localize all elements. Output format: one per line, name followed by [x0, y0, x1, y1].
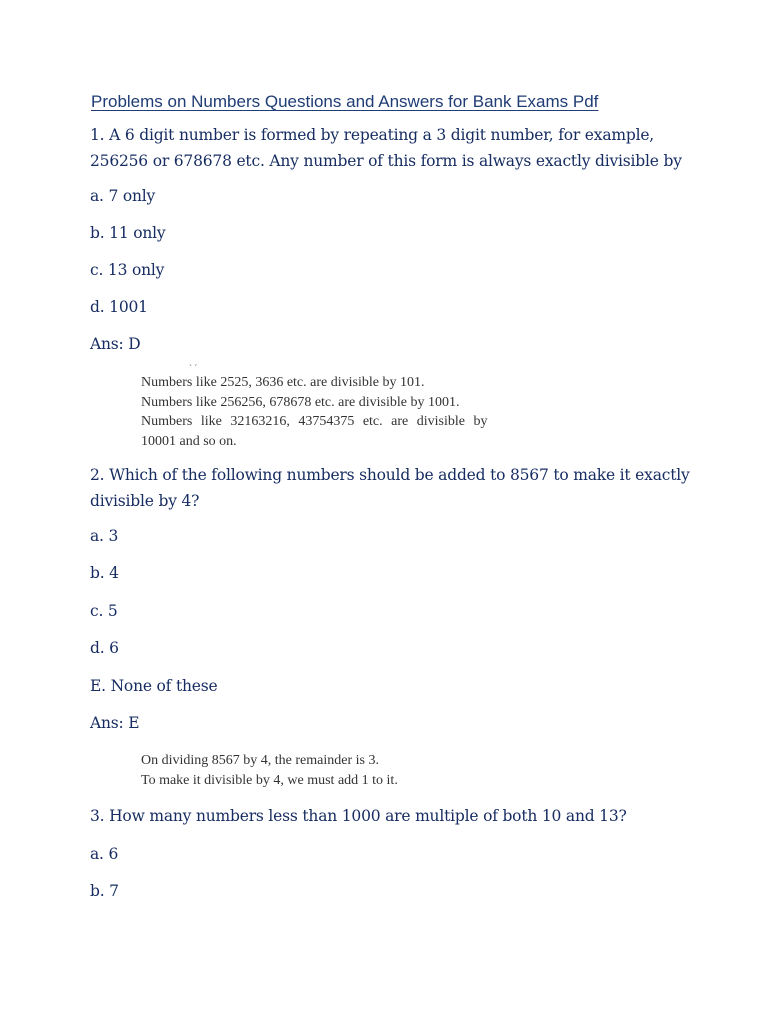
page-title: Problems on Numbers Questions and Answers for Bank Exams Pdf: [91, 92, 599, 111]
question-1-explanation-line-3: Numbers like 32163216, 43754375 etc. are divisible by: [141, 414, 488, 429]
question-3-option-b: b. 7: [90, 882, 119, 900]
question-1-text: [90, 122, 682, 174]
question-2-option-b: b. 4: [90, 564, 119, 582]
question-1-option-b: b. 11 only: [90, 224, 166, 242]
question-2-explanation-line-1: On dividing 8567 by 4, the remainder is 3.: [141, 753, 379, 768]
question-3-line-1: 3. How many numbers less than 1000 are multiple of both 10 and 13?: [90, 807, 627, 825]
question-2-text: [90, 462, 690, 514]
question-1-option-a: a. 7 only: [90, 187, 156, 205]
question-2-explanation-line-2: To make it divisible by 4, we must add 1 to it.: [141, 772, 398, 788]
question-1-option-d: d. 1001: [90, 298, 148, 316]
scan-artifact-marks: ` ´: [189, 363, 198, 373]
question-1-option-c: c. 13 only: [90, 261, 165, 279]
question-2-option-d: d. 6: [90, 639, 119, 657]
question-3-text: [90, 803, 627, 829]
question-2-option-c: c. 5: [90, 602, 118, 620]
question-2-line-1: 2. Which of the following numbers should be added to 8567 to make it exactly: [90, 466, 690, 484]
question-1-line-2: 256256 or 678678 etc. Any number of this form is always exactly divisible by: [90, 152, 682, 170]
question-1-explanation-line-1: Numbers like 2525, 3636 etc. are divisible by 101.: [141, 375, 425, 390]
question-1-explanation-line-2: Numbers like 256256, 678678 etc. are divisible by 1001.: [141, 394, 460, 410]
question-2-answer: Ans: E: [90, 714, 140, 732]
question-2-option-e: E. None of these: [90, 677, 218, 695]
question-1-answer: Ans: D: [90, 335, 141, 353]
question-2-option-a: a. 3: [90, 527, 119, 545]
question-2-line-2: divisible by 4?: [90, 492, 200, 510]
question-3-option-a: a. 6: [90, 845, 119, 863]
question-2-explanation: [141, 751, 398, 790]
question-1-explanation-line-4: 10001 and so on.: [141, 433, 237, 449]
question-1-line-1: 1. A 6 digit number is formed by repeating a 3 digit number, for example,: [90, 126, 655, 144]
question-1-explanation: [141, 373, 487, 451]
